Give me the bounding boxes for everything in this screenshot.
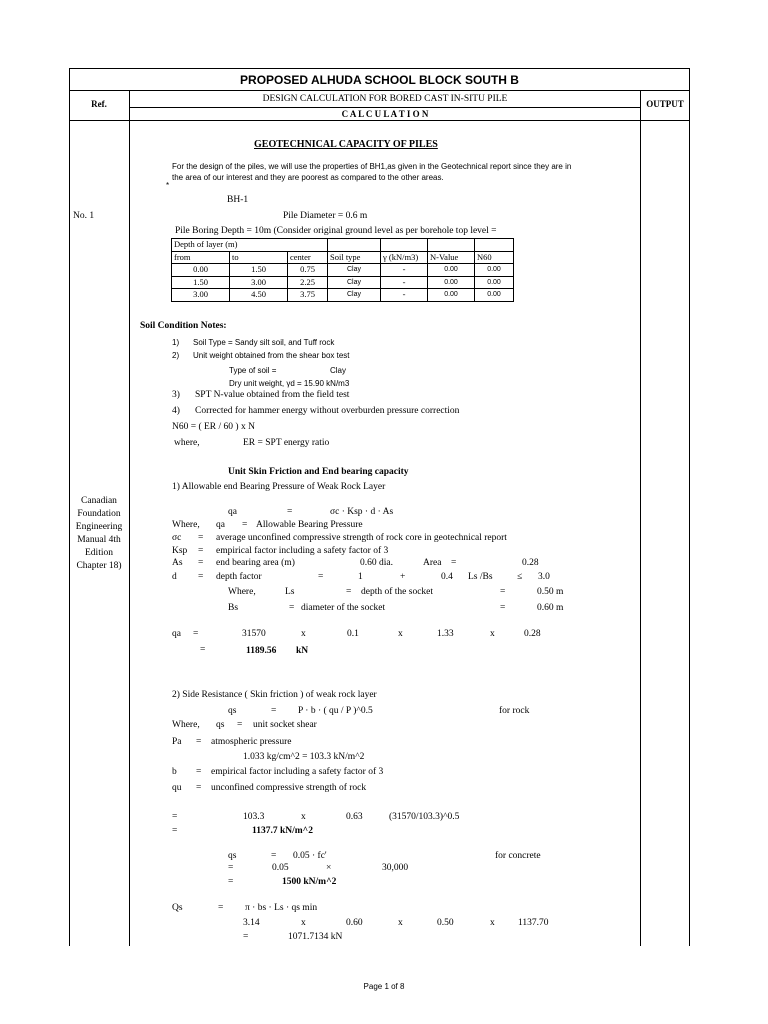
for-concrete: for concrete [495,851,541,861]
qs2-row-eq: = [228,863,234,873]
ls-eq2: = [500,587,506,597]
qs2-res-eq: = [228,877,234,887]
table-cell: 0.00 [475,264,514,277]
table-cell: 2.25 [288,276,328,289]
table-cell: 0.00 [428,264,475,277]
note-1: Soil Type = Sandy silt soil, and Tuff rock [193,338,335,347]
d-eq: = [198,572,204,582]
qa-result-unit: kN [296,646,309,656]
ref-canadian-6: Chapter 18) [76,561,122,571]
Qs-result: 1071.7134 kN [288,932,343,942]
ref-label: Ref. [91,99,107,109]
note-4: Corrected for hammer energy without overburden pressure correction [195,406,460,416]
qa-formula: σc · Ksp · d · As [330,507,394,517]
type-of-soil-value: Clay [330,366,347,375]
qu-definition: unconfined compressive strength of rock [211,783,367,793]
where-eq: = [242,520,248,530]
note-4-num: 4) [172,406,180,416]
calc2-res-eq: = [172,826,178,836]
table-cell: 1.50 [172,276,230,289]
qs2-result: 1500 kN/m^2 [282,877,337,887]
design-subtitle: DESIGN CALCULATION FOR BORED CAST IN-SITU PILE [262,94,508,104]
output-label: OUTPUT [646,99,684,109]
note-1-num: 1) [172,338,180,347]
where-label: where, [174,438,200,448]
calc-qa: qa [172,629,181,639]
qs-formula: P · b · ( qu / P )^0.5 [298,706,373,716]
qs2-formula: 0.05 · fc' [293,851,327,861]
asterisk: * [166,181,170,190]
ref-divider [129,90,130,946]
qa-eq: = [287,507,293,517]
result-eq: = [200,645,206,655]
d-ratio: Ls /Bs [468,572,493,582]
table-cell: 0.00 [172,264,230,277]
table-cell: Clay [328,264,381,277]
d-one: 1 [358,572,363,582]
table-cell: 3.00 [230,276,288,289]
sigma-c: σc [172,533,182,543]
qu: qu [172,783,182,793]
Qs-v1: 3.14 [243,918,260,928]
qs2-a: 0.05 [272,863,289,873]
calc-x1: x [301,629,306,639]
qa-result: 1189.56 [246,646,277,656]
ref-canadian-1: Canadian [81,496,117,506]
calc-x3: x [490,629,495,639]
ref-no1: No. 1 [73,211,95,221]
qa-definition: Allowable Bearing Pressure [256,520,363,530]
Qs-v3: 0.50 [437,918,454,928]
table-cell: 1.50 [230,264,288,277]
table-row [172,276,514,289]
Qs-v4: 1137.70 [518,918,549,928]
d-le: ≤ [517,572,523,582]
type-of-soil-label: Type of soil = [229,366,277,375]
table-cell: 4.50 [230,289,288,302]
calc-v3: 1.33 [437,629,454,639]
table-cell: Clay [328,276,381,289]
page-title: PROPOSED ALHUDA SCHOOL BLOCK SOUTH B [240,73,519,87]
area-value: 0.28 [522,558,539,568]
table-cell: 3.75 [288,289,328,302]
intro-para-2: the area of our interest and they are poorest as compared to the other areas. [172,173,444,182]
pa: Pa [172,737,182,747]
ref-canadian-4: Manual 4th [77,535,121,545]
col-gamma: γ (kN/m3) [381,251,428,264]
bs-eq: = [289,603,295,613]
table-cell: - [381,289,428,302]
intro-para-1: For the design of the piles, we will use the properties of BH1,as given in the Geotechnical report since they are in [172,162,572,171]
frame-left [69,68,70,946]
qs2-lhs: qs [228,851,237,861]
pile-diameter: Pile Diameter = 0.6 m [283,211,368,221]
borehole-label: BH-1 [227,195,249,205]
qs-lhs: qs [228,706,237,716]
depth-header: Depth of layer (m) [172,239,328,252]
ksp: Ksp [172,546,188,556]
qu-eq: = [196,783,202,793]
table-cell: 0.00 [475,276,514,289]
pile-boring-depth: Pile Boring Depth = 10m (Consider original ground level as per borehole top level = [175,226,497,236]
ls-definition: depth of the socket [361,587,434,597]
Qs-res-eq: = [243,932,249,942]
calc2-v2: 0.63 [346,812,363,822]
col-center: center [288,251,328,264]
note-3: SPT N-value obtained from the field test [195,390,350,400]
where-label: Where, [172,720,200,730]
dry-unit-weight: Dry unit weight, γd = 15.90 kN/m3 [229,379,350,388]
where-label: Where, [172,520,200,530]
d: d [172,572,177,582]
table-cell: 0.00 [428,289,475,302]
qs-definition: unit socket shear [253,720,317,730]
calc-v1: 31570 [242,629,266,639]
sigma-c-definition: average unconfined compressive strength of rock core in geotechnical report [216,533,507,543]
table-cell: 3.00 [172,289,230,302]
er-definition: ER = SPT energy ratio [243,438,330,448]
table-cell: 0.00 [475,289,514,302]
calc2-result: 1137.7 kN/m^2 [252,826,313,836]
n60-formula: N60 = ( ER / 60 ) x N [172,422,255,432]
Qs-x2: x [398,918,403,928]
skin-friction-heading: Unit Skin Friction and End bearing capacity [228,467,409,477]
soil-table [171,238,514,302]
Qs-formula: π · bs · Ls · qs min [245,903,318,913]
table-row [172,264,514,277]
ref-canadian-5: Edition [85,548,113,558]
table-cell: 0.75 [288,264,328,277]
header-line-2 [129,107,641,108]
col-soil-type: Soil type [328,251,381,264]
ref-canadian-2: Foundation [77,509,121,519]
end-bearing-title: 1) Allowable end Bearing Pressure of Weak Rock Layer [172,482,386,492]
qs2-eq: = [271,851,277,861]
calc2-x1: x [301,812,306,822]
Qs-x1: x [301,918,306,928]
pa-eq: = [196,737,202,747]
bs: Bs [228,603,239,613]
pa-definition: atmospheric pressure [211,737,292,747]
ksp-eq: = [198,546,204,556]
col-to: to [230,251,288,264]
Qs-x3: x [490,918,495,928]
qa-lhs: qa [228,507,237,517]
section-heading: GEOTECHNICAL CAPACITY OF PILES [254,139,438,150]
col-nvalue: N-Value [428,251,475,264]
Qs-v2: 0.60 [346,918,363,928]
ls: Ls [285,587,295,597]
note-2-num: 2) [172,351,180,360]
table-cell: 0.00 [428,276,475,289]
calc-v2: 0.1 [347,629,359,639]
sigma-c-eq: = [198,533,204,543]
calc-v4: 0.28 [524,629,541,639]
d-plus: + [400,572,406,582]
Qs-lhs: Qs [172,903,183,913]
table-cell: - [381,264,428,277]
col-from: from [172,251,230,264]
bs-value: 0.60 m [537,603,564,613]
as-dia: 0.60 dia. [360,558,393,568]
qs2-b: 30,000 [382,863,409,873]
output-divider [640,90,641,946]
for-rock: for rock [499,706,530,716]
frame-top [69,68,690,69]
area-label: Area [423,558,442,568]
ref-canadian-3: Engineering [75,522,123,532]
ls-eq: = [346,587,352,597]
b-eq: = [196,767,202,777]
qs-eq: = [271,706,277,716]
calculation-label: C A L C U L A T I O N [341,109,429,119]
where-qs: qs [216,720,225,730]
calc-eq: = [193,629,199,639]
b-definition: empirical factor including a safety factor of 3 [211,767,384,777]
header-line-3 [69,120,690,121]
b: b [172,767,177,777]
as-eq: = [198,558,204,568]
bs-eq2: = [500,603,506,613]
note-2: Unit weight obtained from the shear box test [193,351,350,360]
table-row [172,289,514,302]
calc2-v3: (31570/103.3)^0.5 [389,812,460,822]
frame-right [689,68,690,946]
header-line-1 [69,90,690,91]
note-3-num: 3) [172,390,180,400]
qs2-x: × [326,863,332,873]
table-cell: - [381,276,428,289]
where-eq: = [237,720,243,730]
pa-value: 1.033 kg/cm^2 = 103.3 kN/m^2 [243,752,365,762]
bs-definition: diameter of the socket [301,603,386,613]
ls-value: 0.50 m [537,587,564,597]
calc2-eq: = [172,812,178,822]
table-cell: Clay [328,289,381,302]
d-factor: 0.4 [441,572,453,582]
where2-label: Where, [228,587,256,597]
page-number: Page 1 of 8 [363,982,405,991]
Qs-eq: = [218,903,224,913]
calc2-v1: 103.3 [243,812,265,822]
d-max: 3.0 [538,572,550,582]
as-definition: end bearing area (m) [216,558,295,568]
as: As [172,558,183,568]
notes-heading: Soil Condition Notes: [140,321,227,331]
area-eq: = [451,558,457,568]
calc-x2: x [398,629,403,639]
col-n60: N60 [475,251,514,264]
d-eq2: = [318,572,324,582]
ksp-definition: empirical factor including a safety factor of 3 [216,546,389,556]
d-definition: depth factor [216,572,262,582]
where-qa: qa [216,520,225,530]
side-resistance-title: 2) Side Resistance ( Skin friction ) of weak rock layer [172,690,377,700]
